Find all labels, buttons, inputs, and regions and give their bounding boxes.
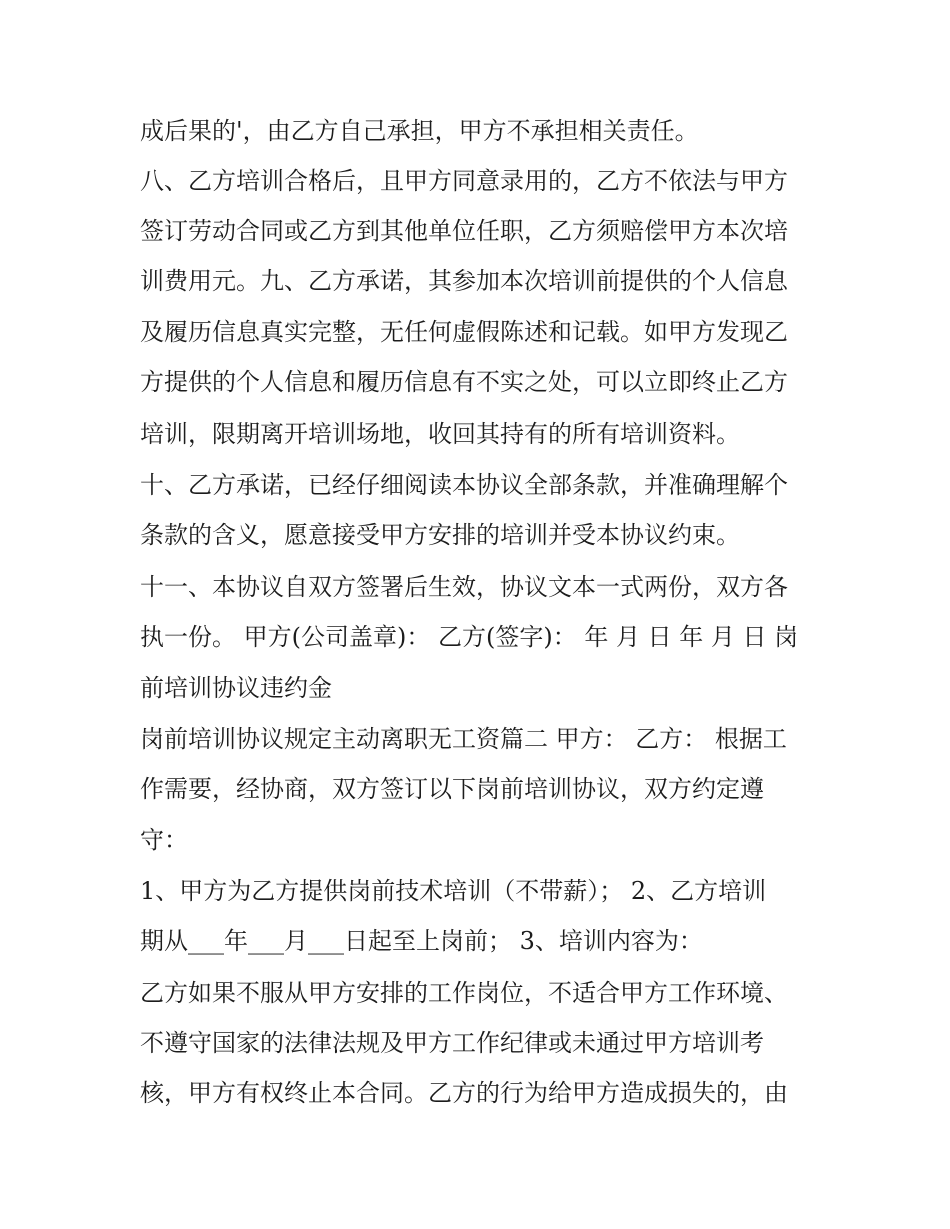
- text-line: 1、甲方为乙方提供岗前技术培训（不带薪）； 2、乙方培训: [140, 877, 767, 905]
- text-line: 期从___年___月___日起至上岗前； 3、培训内容为：: [140, 927, 703, 955]
- text-line: 乙方如果不服从甲方安排的工作岗位，不适合甲方工作环境、: [140, 979, 788, 1007]
- text-line: 岗前培训协议规定主动离职无工资篇二 甲方： 乙方： 根据工: [140, 725, 787, 753]
- text-line: 八、乙方培训合格后，且甲方同意录用的，乙方不依法与甲方: [140, 167, 788, 195]
- text-line: 作需要，经协商，双方签订以下岗前培训协议，双方约定遵: [140, 775, 764, 803]
- text-line: 核，甲方有权终止本合同。乙方的行为给甲方造成损失的，由: [140, 1079, 788, 1107]
- text-line: 方提供的个人信息和履历信息有不实之处，可以立即终止乙方: [140, 368, 788, 396]
- text-line: 条款的含义，愿意接受甲方安排的培训并受本协议约束。: [140, 521, 740, 549]
- text-line: 守：: [140, 826, 188, 854]
- text-line: 不遵守国家的法律法规及甲方工作纪律或未通过甲方培训考: [140, 1029, 764, 1057]
- text-line: 训费用元。九、乙方承诺，其参加本次培训前提供的个人信息: [140, 267, 788, 295]
- text-line: 及履历信息真实完整，无任何虚假陈述和记载。如甲方发现乙: [140, 318, 788, 346]
- text-line: 前培训协议违约金: [140, 674, 332, 702]
- text-line: 签订劳动合同或乙方到其他单位任职，乙方须赔偿甲方本次培: [140, 217, 788, 245]
- text-line: 十一、本协议自双方签署后生效，协议文本一式两份，双方各: [140, 573, 788, 601]
- text-line: 十、乙方承诺，已经仔细阅读本协议全部条款，并准确理解个: [140, 471, 788, 499]
- text-line: 执一份。 甲方(公司盖章)： 乙方(签字)： 年 月 日 年 月 日 岗: [140, 623, 799, 651]
- text-line: 成后果的'，由乙方自己承担，甲方不承担相关责任。: [140, 117, 699, 145]
- text-line: 培训，限期离开培训场地，收回其持有的所有培训资料。: [140, 420, 740, 448]
